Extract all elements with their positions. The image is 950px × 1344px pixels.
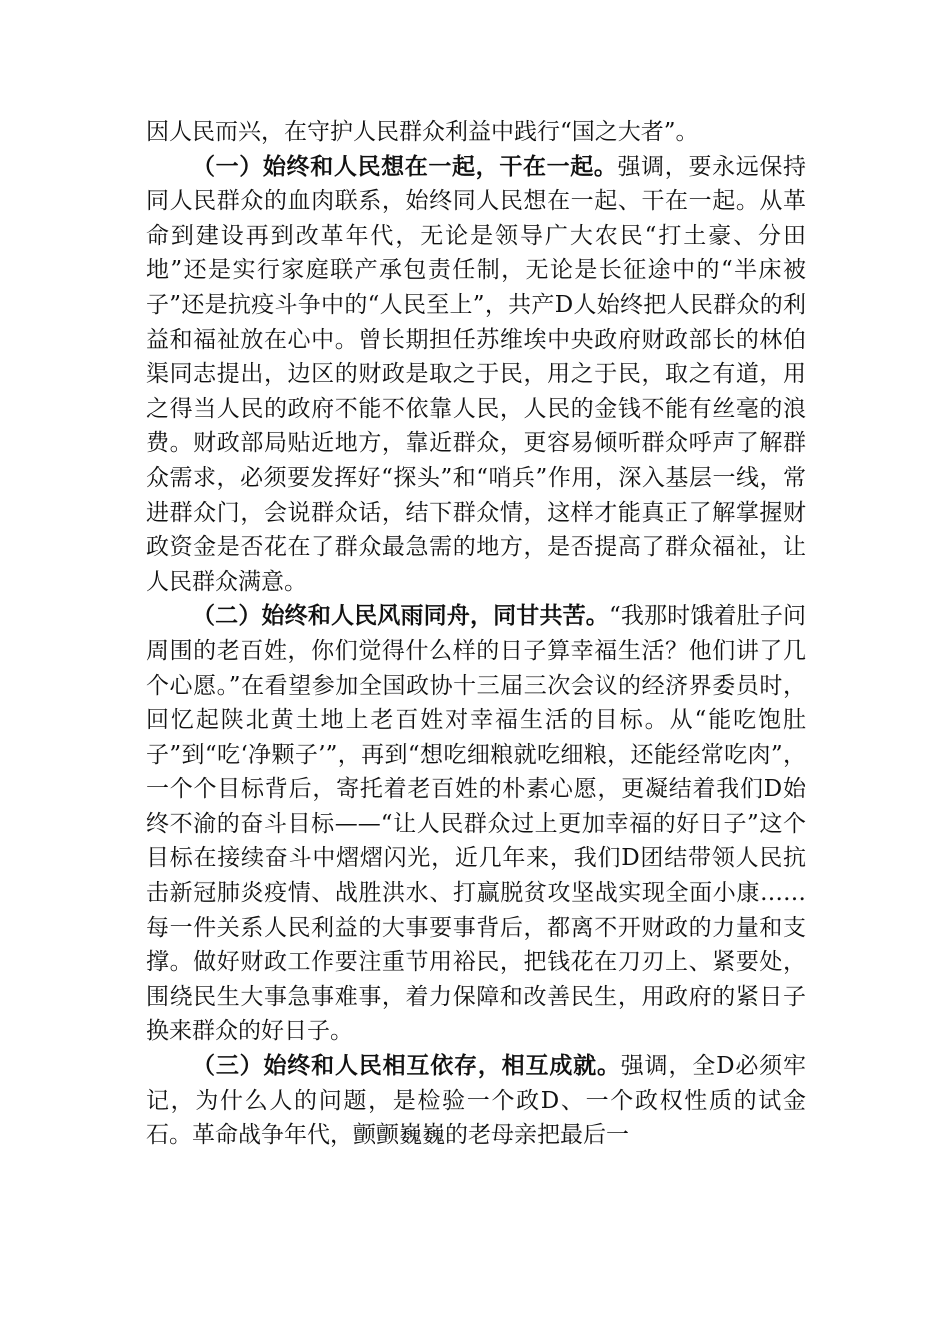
paragraph-text: 因人民而兴，在守护人民群众利益中践行“国之大者”。: [146, 119, 699, 145]
section-heading-3: （三）始终和人民相互依存，相互成就。: [192, 1052, 621, 1080]
paragraph-section-2: [146, 599, 806, 1049]
paragraph-section-3: [146, 1049, 806, 1153]
paragraph-text: 强调，要永远保持同人民群众的血肉联系，始终同人民想在一起、干在一起。从革命到建设再到改革年代，无论是领导广大农民“打土豪、分田地”还是实行家庭联产承包责任制，无论是长征途中的“半床被子”还是抗疫斗争中的“人民至上”，共产D人始终把人民群众的利益和福祉放在心中。曾长期担任苏维埃中央政府财政部长的林伯渠同志提出，边区的财政是取之于民，用之于民，取之有道，用之得当人民的政府不能不依靠人民，人民的金钱不能有丝毫的浪费。财政部局贴近地方，靠近群众，更容易倾听群众呼声了解群众需求，必须要发挥好“探头”和“哨兵”作用，深入基层一线，常进群众门，会说群众话，结下群众情，这样才能真正了解掌握财政资金是否花在了群众最急需的地方，是否提高了群众福祉，让人民群众满意。: [146, 153, 807, 595]
paragraph-section-1: [146, 150, 806, 600]
paragraph-text: 强调，全D必须牢记，为什么人的问题，是检验一个政D、一个政权性质的试金石。革命战争年代，颤颤巍巍的老母亲把最后一: [146, 1053, 806, 1149]
paragraph-text: “我那时饿着肚子问周围的老百姓，你们觉得什么样的日子算幸福生活？他们讲了几个心愿。”在看望参加全国政协十三届三次会议的经济界委员时，回忆起陕北黄土地上老百姓对幸福生活的目标。从“能吃饱肚子”到“吃‘净颗子’”，再到“想吃细粮就吃细粮，还能经常吃肉”，一个个目标背后，寄托着老百姓的朴素心愿，更凝结着我们D始终不渝的奋斗目标——“让人民群众过上更加幸福的好日子”这个目标在接续奋斗中熠熠闪光，近几年来，我们D团结带领人民抗击新冠肺炎疫情、战胜洪水、打赢脱贫攻坚战实现全面小康……每一件关系人民利益的大事要事背后，都离不开财政的力量和支撑。做好财政工作要注重节用裕民，把钱花在刀刃上、紧要处，围绕民生大事急事难事，着力保障和改善民生，用政府的紧日子换来群众的好日子。: [146, 603, 806, 1045]
section-heading-2: （二）始终和人民风雨同舟，同甘共苦。: [192, 602, 609, 630]
paragraph-continuation: [146, 115, 806, 150]
document-body: [146, 115, 806, 1153]
section-heading-1: （一）始终和人民想在一起，干在一起。: [192, 152, 618, 180]
